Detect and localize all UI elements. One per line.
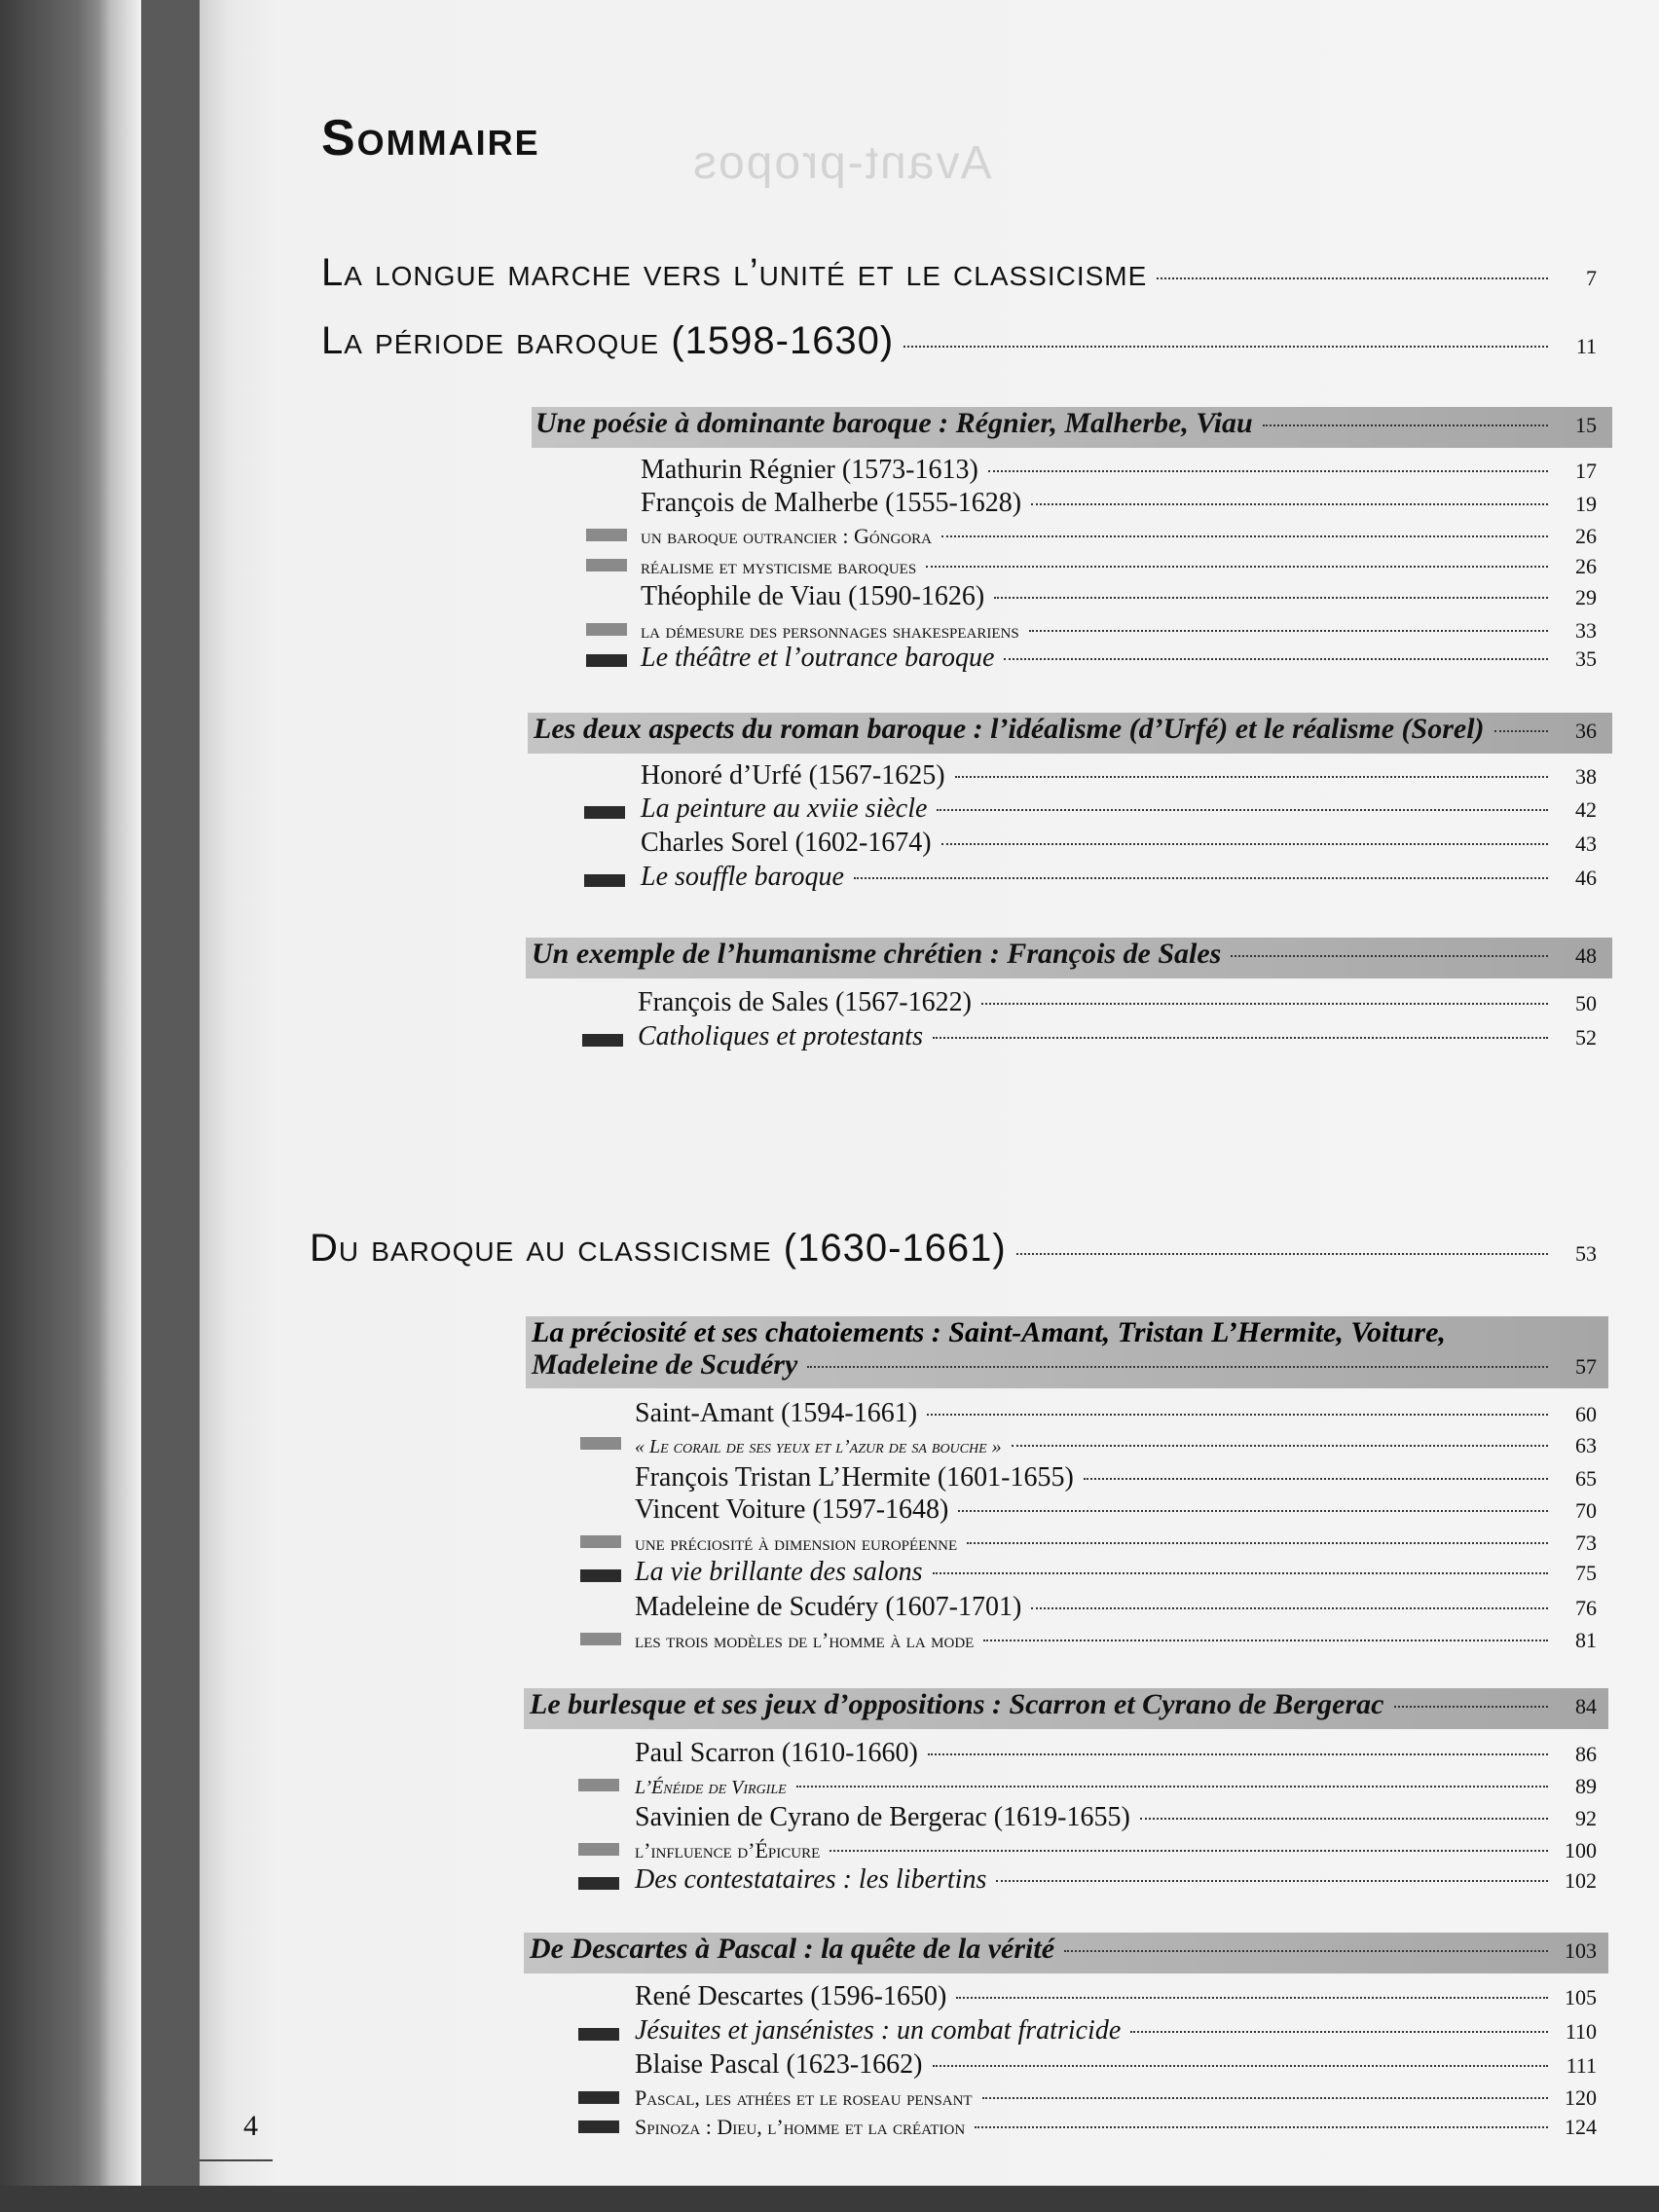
toc-entry[interactable] (635, 1530, 1597, 1556)
toc-entry[interactable] (635, 1738, 1597, 1769)
dot-leader (1031, 1607, 1548, 1609)
dot-leader (982, 2097, 1548, 2099)
page-number: 43 (1575, 831, 1597, 856)
page-number: 84 (1575, 1694, 1597, 1718)
section-marker-light (580, 1535, 621, 1548)
toc-entry-label: Jésuites et jansénistes : un combat fratricide (635, 2015, 1122, 2046)
toc-entry[interactable] (641, 828, 1597, 859)
page-number: 46 (1575, 866, 1597, 890)
toc-entry[interactable] (641, 793, 1597, 825)
toc-chapter[interactable] (530, 1933, 1597, 1966)
section-marker-dark (578, 2091, 619, 2104)
dot-leader (796, 1786, 1548, 1788)
section-marker-dark (584, 874, 625, 887)
toc-chapter[interactable] (532, 1348, 1597, 1382)
dot-leader (1157, 277, 1548, 279)
toc-entry[interactable] (635, 1774, 1597, 1799)
toc-entry-label: Spinoza : Dieu, l’homme et la création (635, 2115, 966, 2139)
dot-leader (1084, 1478, 1548, 1480)
toc-entry-label: Vincent Voiture (1597-1648) (635, 1494, 949, 1525)
section-marker-light (586, 529, 627, 541)
page-number: 92 (1575, 1806, 1597, 1830)
section-marker-light (578, 1843, 619, 1856)
dot-leader (981, 1003, 1548, 1005)
page-number: 15 (1575, 413, 1597, 437)
dot-leader (937, 809, 1548, 811)
toc-entry[interactable] (635, 1838, 1597, 1863)
dot-leader (1004, 658, 1548, 660)
dot-leader (941, 843, 1548, 845)
bottom-shadow (0, 2186, 1659, 2212)
section-marker-dark (578, 2120, 619, 2133)
folio-rule (200, 2159, 273, 2161)
toc-entry[interactable] (638, 1021, 1597, 1052)
page-title: Sommaire (321, 110, 540, 166)
dot-leader (955, 776, 1548, 778)
toc-entry[interactable] (635, 1628, 1597, 1653)
dot-leader (1394, 1706, 1549, 1708)
page-number: 57 (1575, 1354, 1597, 1379)
toc-entry-label: Blaise Pascal (1623-1662) (635, 2049, 923, 2080)
page-number: 120 (1565, 2085, 1597, 2110)
page-number: 86 (1575, 1742, 1597, 1766)
dot-leader (1494, 730, 1548, 732)
toc-part[interactable] (310, 1227, 1597, 1271)
dot-leader (807, 1366, 1548, 1368)
toc-entry-label: L’Énéide de Virgile (635, 1777, 787, 1798)
dot-leader (1031, 503, 1548, 505)
page-number: 29 (1575, 585, 1597, 609)
page-number: 65 (1575, 1466, 1597, 1491)
toc-part[interactable] (321, 251, 1597, 295)
section-marker-light (586, 559, 627, 571)
page-number: 53 (1575, 1241, 1597, 1266)
toc-entry[interactable] (641, 581, 1597, 612)
toc-entry[interactable] (635, 2085, 1597, 2111)
toc-entry-label: Le théâtre et l’outrance baroque (641, 643, 995, 673)
section-marker-dark (580, 1569, 621, 1582)
toc-entry-label: Honoré d’Urfé (1567-1625) (641, 760, 945, 791)
dot-leader (830, 1850, 1548, 1852)
toc-entry[interactable] (635, 2015, 1597, 2046)
page-number: 50 (1575, 991, 1597, 1015)
section-marker-light (580, 1633, 621, 1645)
dot-leader (1029, 630, 1548, 632)
dot-leader (996, 1880, 1548, 1882)
page-number: 33 (1575, 618, 1597, 643)
toc-entry[interactable] (641, 524, 1597, 549)
book-binding (0, 0, 141, 2212)
toc-chapter-line (532, 1316, 1446, 1349)
toc-entry-label: Paul Scarron (1610-1660) (635, 1738, 918, 1768)
dot-leader (933, 1572, 1548, 1574)
section-marker-light (580, 1437, 621, 1450)
section-marker-light (586, 623, 627, 636)
dot-leader (1130, 2031, 1548, 2033)
toc-chapter[interactable] (534, 713, 1597, 746)
page-number: 100 (1565, 1838, 1597, 1862)
section-marker-dark (578, 2028, 619, 2041)
page-number: 35 (1575, 646, 1597, 671)
toc-entry[interactable] (635, 2115, 1597, 2140)
toc-entry[interactable] (641, 760, 1597, 792)
dot-leader (958, 1510, 1548, 1512)
toc-entry[interactable] (635, 1981, 1597, 2012)
toc-chapter[interactable] (535, 407, 1597, 440)
dot-leader (956, 1997, 1548, 1999)
dot-leader (975, 2126, 1548, 2128)
toc-chapter-label: Un exemple de l’humanisme chrétien : François de Sales (532, 938, 1222, 970)
toc-entry[interactable] (638, 987, 1597, 1018)
toc-entry[interactable] (635, 1462, 1597, 1493)
page-number: 19 (1575, 492, 1597, 516)
toc-part-label: La longue marche vers l’unité et le classicisme (321, 251, 1148, 294)
toc-chapter-label-continued: Madeleine de Scudéry (532, 1348, 798, 1381)
page-number: 26 (1575, 554, 1597, 578)
toc-entry[interactable] (635, 1802, 1597, 1833)
page-number: 81 (1575, 1628, 1597, 1652)
page-number: 73 (1575, 1530, 1597, 1555)
toc-entry-label: François de Sales (1567-1622) (638, 987, 972, 1017)
page-number: 60 (1575, 1402, 1597, 1426)
toc-entry-label: René Descartes (1596-1650) (635, 1981, 947, 2011)
toc-chapter-label: De Descartes à Pascal : la quête de la vérité (530, 1933, 1055, 1965)
page-number: 103 (1565, 1938, 1597, 1963)
section-marker-dark (584, 806, 625, 819)
page-number: 70 (1575, 1498, 1597, 1523)
dot-leader (983, 1640, 1548, 1641)
page-number: 111 (1566, 2053, 1597, 2078)
toc-entry[interactable] (635, 1433, 1597, 1458)
toc-entry[interactable] (641, 618, 1597, 644)
toc-entry-label: réalisme et mysticisme baroques (641, 554, 917, 578)
toc-chapter-label: Le burlesque et ses jeux d’oppositions : Scarron et Cyrano de Bergerac (530, 1688, 1384, 1720)
toc-entry[interactable] (635, 1592, 1597, 1623)
toc-part-label: Du baroque au classicisme (1630-1661) (310, 1227, 1007, 1270)
toc-entry-label: Théophile de Viau (1590-1626) (641, 581, 985, 611)
toc-entry-label: une préciosité à dimension européenne (635, 1530, 958, 1555)
toc-chapter[interactable] (530, 1688, 1597, 1721)
toc-entry[interactable] (635, 1557, 1597, 1588)
toc-entry[interactable] (635, 1864, 1597, 1896)
dot-leader (903, 346, 1548, 348)
dot-leader (927, 1414, 1548, 1416)
dot-leader (926, 566, 1548, 568)
toc-chapter-label: La préciosité et ses chatoiements : Saint-Amant, Tristan L’Hermite, Voiture, (532, 1316, 1446, 1348)
toc-entry[interactable] (641, 643, 1597, 674)
toc-entry-label: Pascal, les athées et le roseau pensant (635, 2085, 973, 2110)
page-number: 7 (1586, 266, 1597, 290)
page-number: 26 (1575, 524, 1597, 548)
toc-part-label: La période baroque (1598-1630) (321, 319, 895, 362)
toc-entry-label: Le souffle baroque (641, 862, 844, 892)
toc-entry-label: François de Malherbe (1555-1628) (641, 488, 1022, 518)
page-number: 89 (1575, 1774, 1597, 1798)
dot-leader (854, 877, 1548, 879)
toc-entry-label: un baroque outrancier : Góngora (641, 524, 932, 548)
dot-leader (1012, 1445, 1548, 1447)
toc-entry-label: La peinture au xviie siècle (641, 793, 928, 824)
toc-part[interactable] (321, 319, 1597, 363)
dot-leader (1263, 424, 1548, 426)
toc-entry-label: la démesure des personnages shakespeariens (641, 618, 1019, 643)
toc-entry-label: l’influence d’Épicure (635, 1838, 821, 1862)
dot-leader (1231, 955, 1548, 957)
page-number: 75 (1575, 1561, 1597, 1585)
section-marker-dark (586, 654, 627, 667)
toc-entry-label: Savinien de Cyrano de Bergerac (1619-1655) (635, 1802, 1130, 1832)
toc-entry-label: les trois modèles de l’homme à la mode (635, 1628, 975, 1652)
dot-leader (1140, 1818, 1548, 1820)
toc-entry-label: Madeleine de Scudéry (1607-1701) (635, 1592, 1022, 1622)
dot-leader (967, 1542, 1548, 1544)
toc-chapter-label: Une poésie à dominante baroque : Régnier, Malherbe, Viau (535, 407, 1253, 439)
page-number: 76 (1575, 1596, 1597, 1620)
toc-entry-label: Des contestataires : les libertins (635, 1864, 987, 1895)
toc-entry-label: François Tristan L’Hermite (1601-1655) (635, 1462, 1074, 1493)
toc-entry-label: Mathurin Régnier (1573-1613) (641, 455, 978, 485)
page-number: 63 (1575, 1433, 1597, 1457)
section-marker-dark (578, 1877, 619, 1890)
dot-leader (994, 597, 1548, 599)
page-number: 36 (1575, 719, 1597, 743)
toc-entry[interactable] (635, 2049, 1597, 2081)
toc-entry[interactable] (641, 488, 1597, 519)
toc-entry[interactable] (641, 862, 1597, 893)
toc-entry[interactable] (635, 1494, 1597, 1526)
toc-entry[interactable] (641, 455, 1597, 486)
dot-leader (1064, 1950, 1548, 1952)
toc-entry-label: Saint-Amant (1594-1661) (635, 1398, 918, 1428)
toc-entry[interactable] (641, 554, 1597, 579)
page-number: 38 (1575, 764, 1597, 789)
page-number: 17 (1575, 459, 1597, 483)
toc-chapter[interactable] (532, 938, 1597, 971)
page-number: 42 (1575, 797, 1597, 822)
dot-leader (933, 2065, 1549, 2067)
toc-entry-label: Charles Sorel (1602-1674) (641, 828, 932, 858)
dot-leader (1016, 1253, 1548, 1255)
page-number: 105 (1565, 1985, 1597, 2009)
dot-leader (933, 1037, 1548, 1039)
dot-leader (928, 1753, 1548, 1755)
toc-entry[interactable] (635, 1398, 1597, 1429)
dot-leader (941, 535, 1548, 537)
section-marker-dark (582, 1034, 623, 1047)
toc-chapter-label: Les deux aspects du roman baroque : l’idéalisme (d’Urfé) et le réalisme (Sorel) (534, 713, 1485, 745)
page-folio: 4 (243, 2110, 258, 2142)
ghost-heading: Avant-propos (691, 137, 992, 189)
toc-entry-label: Catholiques et protestants (638, 1021, 923, 1051)
toc-entry-label: « Le corail de ses yeux et l’azur de sa bouche » (635, 1436, 1002, 1457)
page-number: 48 (1575, 943, 1597, 968)
page-number: 124 (1565, 2115, 1597, 2139)
dot-leader (988, 470, 1548, 472)
page-number: 52 (1575, 1025, 1597, 1050)
section-marker-light (578, 1779, 619, 1791)
page-number: 110 (1565, 2019, 1597, 2044)
toc-entry-label: La vie brillante des salons (635, 1557, 923, 1587)
page-number: 11 (1575, 334, 1597, 358)
page-number: 102 (1565, 1868, 1597, 1893)
